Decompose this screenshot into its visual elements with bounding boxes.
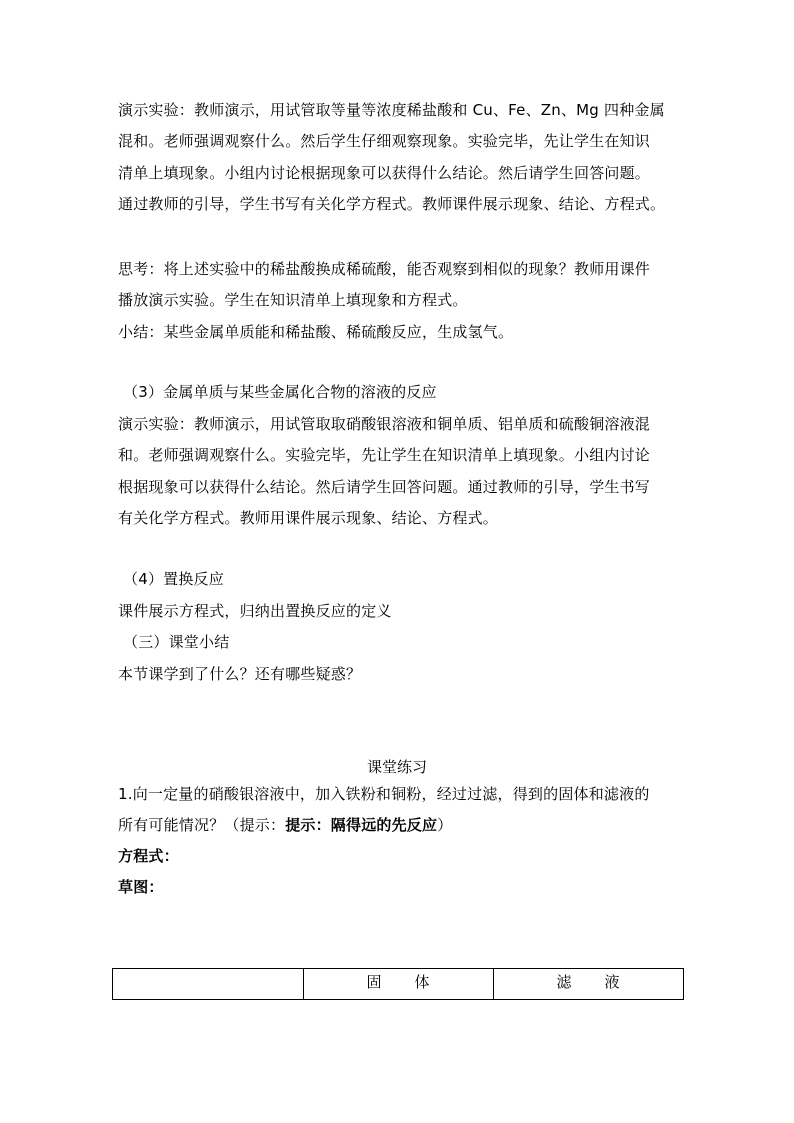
section4-title: （4）置换反应 [123, 570, 224, 588]
summary-line: 小结：某些金属单质能和稀盐酸、稀硫酸反应，生成氢气。 [118, 323, 514, 341]
think-line-2: 播放演示实验。学生在知识清单上填现象和方程式。 [118, 291, 468, 309]
exercise-q1-hint: 提示：隔得远的先反应 [285, 816, 438, 834]
section-c-title: （三）课堂小结 [123, 633, 230, 651]
exercise-q1-suffix: ） [437, 816, 453, 834]
demo2-line-3: 根据现象可以获得什么结论。然后请学生回答问题。通过教师的引导，学生书写 [118, 478, 651, 496]
section-c-text: 本节课学到了什么？还有哪些疑惑？ [118, 665, 362, 683]
think-line-1: 思考：将上述实验中的稀盐酸换成稀硫酸，能否观察到相似的现象？教师用课件 [118, 260, 651, 278]
demo1-line-1: 演示实验：教师演示，用试管取等量等浓度稀盐酸和 Cu、Fe、Zn、Mg 四种金属 [118, 101, 665, 119]
sketch-label: 草图： [118, 878, 164, 896]
exercise-q1-line-1: 1.向一定量的硝酸银溶液中，加入铁粉和铜粉，经过过滤，得到的固体和滤液的 [118, 785, 650, 803]
equation-label: 方程式： [118, 847, 179, 865]
exercise-q1-line-2 [118, 815, 452, 835]
table-header-solid: 固 体 [304, 969, 494, 1000]
table-header-filtrate: 滤 液 [494, 969, 684, 1000]
demo1-line-4: 通过教师的引导，学生书写有关化学方程式。教师课件展示现象、结论、方程式。 [118, 195, 666, 213]
section3-title: （3）金属单质与某些金属化合物的溶液的反应 [123, 383, 437, 401]
demo1-line-2: 混和。老师强调观察什么。然后学生仔细观察现象。实验完毕，先让学生在知识 [118, 132, 651, 150]
demo2-line-1: 演示实验：教师演示，用试管取取硝酸银溶液和铜单质、铝单质和硫酸铜溶液混 [118, 415, 651, 433]
demo2-line-4: 有关化学方程式。教师用课件展示现象、结论、方程式。 [118, 509, 499, 527]
exercise-title: 课堂练习 [366, 758, 427, 776]
section4-text: 课件展示方程式，归纳出置换反应的定义 [118, 602, 392, 620]
demo1-line-3: 清单上填现象。小组内讨论根据现象可以获得什么结论。然后请学生回答问题。 [118, 164, 651, 182]
demo2-line-2: 和。老师强调观察什么。实验完毕，先让学生在知识清单上填现象。小组内讨论 [118, 446, 651, 464]
table-cell-blank [113, 969, 304, 1000]
table-row [113, 969, 684, 1000]
answer-table [112, 968, 684, 1000]
exercise-q1-prefix: 所有可能情况？（提示： [118, 816, 286, 834]
